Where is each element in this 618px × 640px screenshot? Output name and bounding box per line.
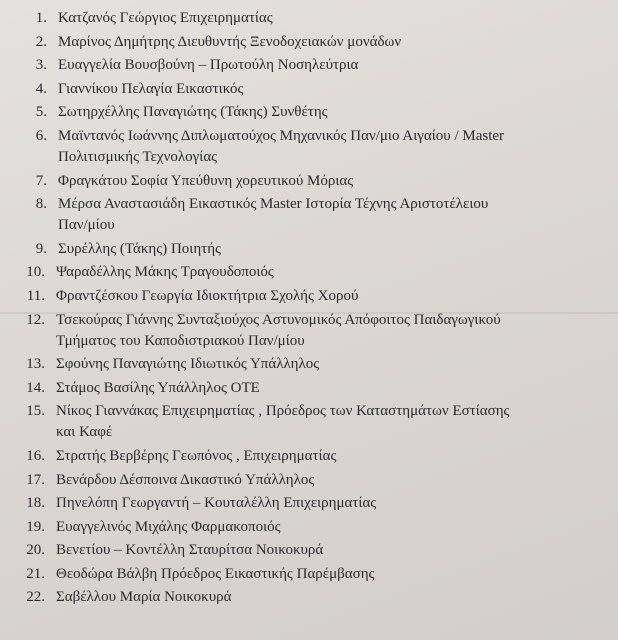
item-number: 14. [26, 379, 45, 396]
item-number: 19. [26, 518, 45, 535]
list-item [22, 401, 618, 443]
item-number: 5. [35, 104, 47, 121]
item-number: 22. [26, 589, 45, 606]
item-number: 7. [35, 172, 47, 189]
list-item [22, 102, 618, 123]
item-number: 4. [35, 80, 47, 97]
item-text: Βενετίου – Κοντέλλη Σταυρίτσα Νοικοκυρά [56, 542, 324, 559]
item-number: 10. [26, 264, 45, 281]
item-number: 13. [26, 356, 45, 373]
list-item [22, 32, 618, 53]
item-text: Μαϊντανός Ιωάννης Διπλωματούχος Μηχανικός Παν/μιο Αιγαίου / Master Πολιτισμικής Τεχνολογίας [58, 127, 505, 165]
list-item [22, 378, 618, 399]
item-text: Γιαννίκου Πελαγία Εικαστικός [58, 80, 244, 97]
list-item [22, 194, 618, 236]
item-text: Κατζανός Γεώργιος Επιχειρηματίας [58, 10, 273, 26]
list-item [22, 564, 618, 585]
item-number: 21. [26, 565, 45, 582]
list-item [22, 493, 618, 514]
list-item [22, 540, 618, 561]
item-text: Στρατής Βερβέρης Γεωπόνος , Επιχειρηματίας [56, 447, 337, 464]
list-item [22, 310, 618, 352]
list-item [22, 354, 618, 375]
list-item [22, 587, 618, 608]
item-text: Ψαραδέλλης Μάκης Τραγουδοποιός [56, 264, 274, 281]
item-number: 3. [35, 57, 47, 74]
item-text: Μαρίνος Δημήτρης Διευθυντής Ξενοδοχειακών μονάδων [58, 33, 402, 50]
list-item [22, 446, 618, 467]
item-text: Στάμος Βασίλης Υπάλληλος ΟΤΕ [56, 379, 260, 396]
item-text: Ευαγγελία Βουσβούνη – Πρωτούλη Νοσηλεύτρια [58, 57, 359, 74]
item-text: Μέρσα Αναστασιάδη Εικαστικός Master Ιστορία Τέχνης Αριστοτέλειου Παν/μίου [58, 196, 489, 234]
list-item [22, 171, 618, 192]
item-number: 20. [26, 542, 45, 559]
candidate-list [22, 8, 618, 611]
list-item [22, 517, 618, 538]
list-item [22, 55, 618, 76]
list-item [22, 286, 618, 307]
list-item [22, 470, 618, 491]
item-number: 6. [35, 127, 47, 144]
list-item [22, 126, 618, 168]
list-item [22, 239, 618, 260]
item-text: Σαβέλλου Μαρία Νοικοκυρά [56, 589, 232, 606]
item-number: 16. [26, 447, 45, 464]
item-number: 2. [35, 33, 47, 50]
item-text: Νίκος Γιαννάκας Επιχειρηματίας , Πρόεδρος των Καταστημάτων Εστίασης και Καφέ [56, 403, 510, 441]
item-text: Πηνελόπη Γεωργαντή – Κουταλέλλη Επιχειρηματίας [56, 495, 377, 512]
item-number: 18. [26, 495, 45, 512]
list-item [22, 262, 618, 283]
item-number: 12. [26, 311, 45, 328]
item-text: Βενάρδου Δέσποινα Δικαστικό Υπάλληλος [56, 471, 315, 488]
item-number: 11. [26, 287, 45, 304]
item-text: Συρέλλης (Τάκης) Ποιητής [58, 240, 221, 257]
list-item [22, 8, 618, 29]
item-number: 8. [35, 196, 47, 213]
item-number: 17. [26, 471, 45, 488]
item-text: Τσεκούρας Γιάννης Συνταξιούχος Αστυνομικός Απόφοιτος Παιδαγωγικού Τμήματος του Καποδιστριακού Παν/μίου [56, 311, 501, 349]
item-text: Θεοδώρα Βάλβη Πρόεδρος Εικαστικής Παρέμβασης [56, 565, 375, 582]
item-text: Σφούνης Παναγιώτης Ιδιωτικός Υπάλληλος [56, 356, 320, 373]
item-number: 15. [26, 403, 45, 420]
list-item [22, 79, 618, 100]
item-text: Φραγκάτου Σοφία Υπεύθυνη χορευτικού Μόριας [58, 172, 354, 189]
item-text: Ευαγγελινός Μιχάλης Φαρμακοποιός [56, 518, 281, 535]
item-text: Φραντζέσκου Γεωργία Ιδιοκτήτρια Σχολής Χορού [56, 287, 359, 304]
item-text: Σωτηρχέλλης Παναγιώτης (Τάκης) Συνθέτης [58, 104, 328, 121]
item-number: 9. [35, 240, 47, 257]
item-number: 1. [35, 10, 47, 26]
